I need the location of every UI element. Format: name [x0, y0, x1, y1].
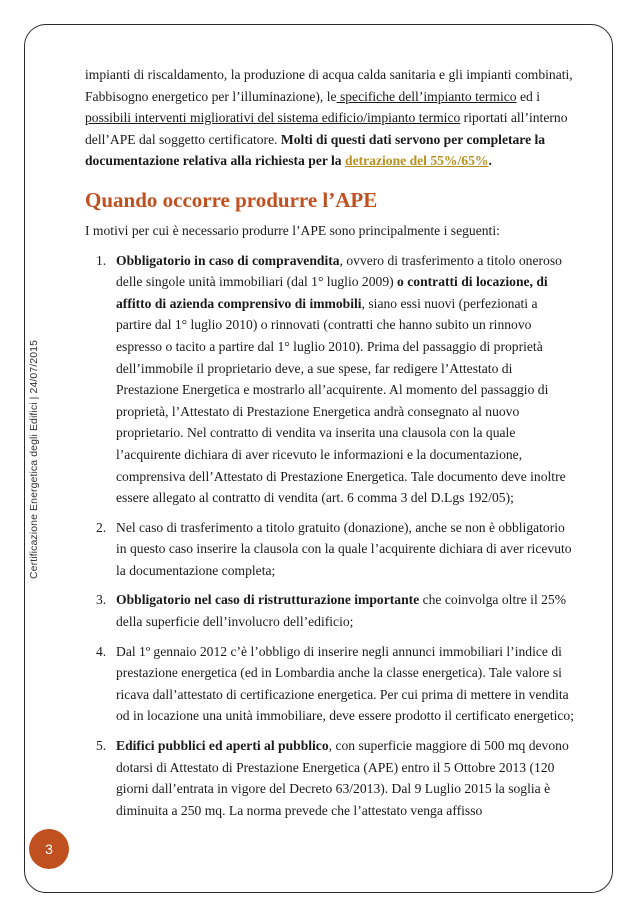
text: Dal 1º gennaio 2012 c’è l’obbligo di inserire negli annunci immobiliari l’indice di prestazione energetica (ed in Lombardia anche la classe energetica). Tale valore si ricava dall’attestato di certificazione energetica. Per cui prima di mettere in vendita od in locazione una unità immobiliare, deve essere prodotto il certificato energetico; — [116, 643, 574, 724]
list-item — [85, 589, 575, 632]
section-intro: I motivi per cui è necessario produrre l’APE sono principalmente i seguenti: — [85, 222, 500, 238]
bold-text: Obbligatorio nel caso di ristrutturazione importante — [116, 592, 420, 608]
list-item — [85, 250, 575, 509]
list-item — [85, 641, 575, 727]
reasons-list — [85, 250, 575, 822]
page-number-badge: 3 — [29, 829, 69, 869]
section-heading: Quando occorre produrre l’APE — [85, 187, 378, 212]
list-number: 4. — [96, 643, 107, 659]
text: , ovvero di trasferimento a titolo oneroso delle singole unità immobiliari (dal 1° luglio 2009) — [116, 252, 562, 290]
bold-text: Edifici pubblici ed aperti al pubblico — [116, 738, 329, 754]
link-detrazione[interactable]: detrazione del 55%/65% — [345, 153, 489, 169]
text: , siano essi nuovi (perfezionati a partire dal 1° luglio 2010) o rinnovati (contratti che hanno subito un rinnovo espresso o tacito a partire dal 1° luglio 2010). Prima del passaggio di proprietà dell’immobile il proprietario deve, a sue spese, far redigere l’Attestato di Prestazione Energetica e mostrarlo all’acquirente. Al momento del passaggio di proprietà, l’Attestato di Prestazione Energetica andrà consegnato al nuovo proprietario. Nel contratto di vendita va inserita una clausola con la quale l’acquirente dichiara di aver ricevuto le informazioni e la documentazione, comprensiva dell’Attestato di Prestazione Energetica. Tale documento deve inoltre essere allegato al contratto di vendita (art. 6 comma 3 del D.Lgs 192/05); — [116, 295, 566, 506]
list-number: 5. — [96, 738, 107, 754]
text: che coinvolga oltre il 25% della superficie dell’involucro dell’edificio; — [116, 592, 567, 630]
link-specifiche-impianto[interactable]: specifiche dell’impianto termico — [336, 88, 517, 104]
text: . — [488, 153, 492, 169]
list-number: 3. — [96, 592, 107, 608]
list-number: 1. — [96, 252, 107, 268]
side-running-header: Certificazione Energetica degli Edifici | 24/07/2015 — [28, 339, 40, 579]
link-interventi-migliorativi[interactable]: possibili interventi migliorativi del sistema edificio/impianto termico — [85, 110, 461, 126]
opening-paragraph — [85, 64, 575, 172]
text: ed i — [516, 88, 541, 104]
list-item — [85, 517, 575, 582]
bold-text: Obbligatorio in caso di compravendita — [116, 252, 340, 268]
bold-text: Molti di questi dati servono per completare la documentazione relativa alla richiesta per la — [85, 131, 546, 169]
bold-text: o contratti di locazione, di affitto di azienda comprensivo di immobili — [116, 274, 548, 311]
text: impianti di riscaldamento, la produzione di acqua calda sanitaria e gli impianti combinati, Fabbisogno energetico per l’illuminazione), le — [85, 67, 573, 104]
text: riportati all’interno dell’APE dal soggetto certificatore. — [85, 110, 568, 147]
page-content — [85, 64, 575, 829]
text: , con superficie maggiore di 500 mq devono dotarsi di Attestato di Prestazione Energetica (APE) entro il 5 Ottobre 2013 (120 giorni dall’entrata in vigore del Decreto 63/2013). Dal 9 Luglio 2015 la soglia è diminuita a 250 mq. La norma prevede che l’attestato venga affisso — [116, 738, 569, 818]
list-item — [85, 735, 575, 821]
list-number: 2. — [96, 519, 107, 535]
text: Nel caso di trasferimento a titolo gratuito (donazione), anche se non è obbligatorio in questo caso inserire la clausola con la quale l’acquirente dichiara di aver ricevuto la documentazione completa; — [116, 519, 572, 578]
